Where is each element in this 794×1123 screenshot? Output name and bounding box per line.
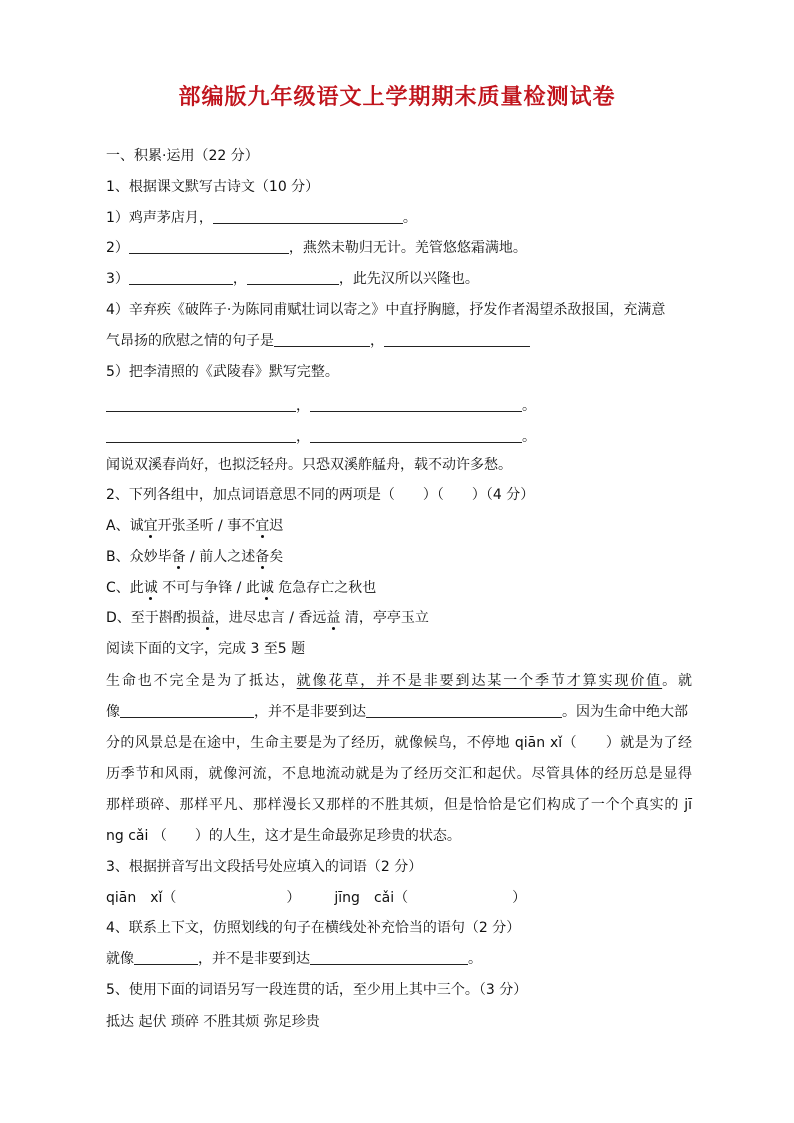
passage-text: 。因为生命中绝大部 [562,704,688,720]
dotted-word: 宜 [143,518,158,534]
blank-line[interactable] [310,397,522,412]
blank-line[interactable] [129,239,289,254]
passage-text: ，并不是非要到达 [254,704,366,720]
pinyin-1: qiān xǐ（ [106,890,177,906]
punctuation: ， [296,398,310,414]
punctuation: 。 [522,429,536,445]
blank-line[interactable] [134,950,198,965]
q1-item-3-text: ，此先汉所以兴隆也。 [338,271,479,287]
dotted-word: 诚 [143,580,158,596]
option-text: 开张圣听 / 事不 [157,518,256,534]
blank-line[interactable] [106,428,296,443]
passage-line [106,697,692,728]
passage-text: 。就 [662,673,693,689]
q1-item-3-number: 3） [106,271,129,287]
underlined-sentence: 就像花草，并不是非要到达某一个季节才算实现价值 [296,673,663,689]
dotted-word: 宜 [255,518,270,534]
section-heading: 一、积累·运用（22 分） [106,148,259,164]
dotted-word: 诚 [259,580,274,596]
option-text: B、众妙毕 [106,549,172,565]
q2-option-a [106,516,734,536]
punctuation: ， [296,429,310,445]
page-title: 部编版九年级语文上学期期末质量检测试卷 [178,85,616,110]
q1-item-2 [106,238,734,258]
passage-text: 像 [106,704,120,720]
q2-option-d [106,608,734,628]
question-1-heading: 1、根据课文默写古诗文（10 分） [106,179,320,195]
option-text: 清，亭亭玉立 [340,610,429,626]
passage-line [106,666,692,697]
dotted-word: 益 [326,610,341,626]
question-3-heading: 3、根据拼音写出文段括号处应填入的词语（2 分） [106,859,423,875]
q1-item-5: 5）把李清照的《武陵春》默写完整。 [106,364,339,380]
option-text: 矣 [269,549,284,565]
dotted-word: 备 [255,549,270,565]
punctuation: 。 [468,951,482,967]
punctuation: ） [512,890,527,906]
punctuation: ， [370,333,384,349]
question-4-heading: 4、联系上下文，仿照划线的句子在横线处补充恰当的语句（2 分） [106,920,521,936]
poem-tail: 闻说双溪春尚好，也拟泛轻舟。只恐双溪舴艋舟，载不动许多愁。 [106,457,512,473]
q4-text: ，并不是非要到达 [198,951,310,967]
option-text: 危急存亡之秋也 [273,580,377,596]
poem-blank-row-1 [106,396,734,416]
blank-line[interactable] [384,332,530,347]
poem-blank-row-2 [106,427,734,447]
q1-item-1-text: 1）鸡声茅店月， [106,210,213,226]
option-text: C、此 [106,580,144,596]
q3-answer-row [106,888,734,908]
punctuation: ） [286,890,301,906]
blank-line[interactable] [310,950,468,965]
q2-option-c [106,578,734,598]
reading-intro: 阅读下面的文字，完成 3 至5 题 [106,641,306,657]
pinyin-2: jīng cǎi（ [334,890,409,906]
dotted-word: 备 [171,549,186,565]
q1-item-4-line-2 [106,331,734,351]
punctuation: ， [232,271,247,287]
q1-item-4-line-1: 4）辛弃疾《破阵子·为陈同甫赋壮词以寄之》中直抒胸臆，抒发作者渴望杀敌报国，充满意 [106,302,666,318]
blank-line[interactable] [213,209,403,224]
blank-line[interactable] [120,703,254,718]
blank-line[interactable] [247,270,339,285]
punctuation: 。 [402,210,417,226]
passage-line: 分的风景总是在途中，生命主要是为了经历，就像候鸟，不停地 qiān xǐ（ ）就是为了经 [106,735,692,751]
q1-item-2-text: ，燕然未勒归无计。羌管悠悠霜满地。 [288,240,527,256]
blank-line[interactable] [106,397,296,412]
option-text: 迟 [269,518,284,534]
option-text: 不可与争锋 / 此 [157,580,260,596]
question-2-heading: 2、下列各组中，加点词语意思不同的两项是（ ）（ ）（4 分） [106,487,535,503]
q1-item-4-text: 气昂扬的欣慰之情的句子是 [106,333,274,349]
blank-line[interactable] [129,270,233,285]
q1-item-2-number: 2） [106,240,129,256]
blank-line[interactable] [274,332,370,347]
q1-item-1 [106,208,734,228]
passage-line: ng cǎi （ ）的人生，这才是生命最弥足珍贵的状态。 [106,828,461,844]
option-text: D、至于斟酌损 [106,610,201,626]
question-5-heading: 5、使用下面的词语另写一段连贯的话，至少用上其中三个。（3 分） [106,982,528,998]
punctuation: 。 [522,398,536,414]
option-text: / 前人之述 [185,549,256,565]
passage-line: 那样琐碎、那样平凡、那样漫长又那样的不胜其烦，但是恰恰是它们构成了一个个真实的 jī [106,797,692,813]
option-text: ，进尽忠言 / 香远 [214,610,327,626]
q4-text: 就像 [106,951,134,967]
q2-option-b [106,547,734,567]
passage-line: 历季节和风雨，就像河流，不息地流动就是为了经历交汇和起伏。尽管具体的经历总是显得 [106,766,692,782]
option-text: A、诚 [106,518,144,534]
q4-answer-row [106,949,734,969]
q5-word-list: 抵达 起伏 琐碎 不胜其烦 弥足珍贵 [106,1014,320,1030]
blank-line[interactable] [310,428,522,443]
passage-text: 生命也不完全是为了抵达， [106,673,297,689]
dotted-word: 益 [200,610,215,626]
blank-line[interactable] [366,703,562,718]
q1-item-3 [106,269,734,289]
reading-passage [106,666,692,852]
